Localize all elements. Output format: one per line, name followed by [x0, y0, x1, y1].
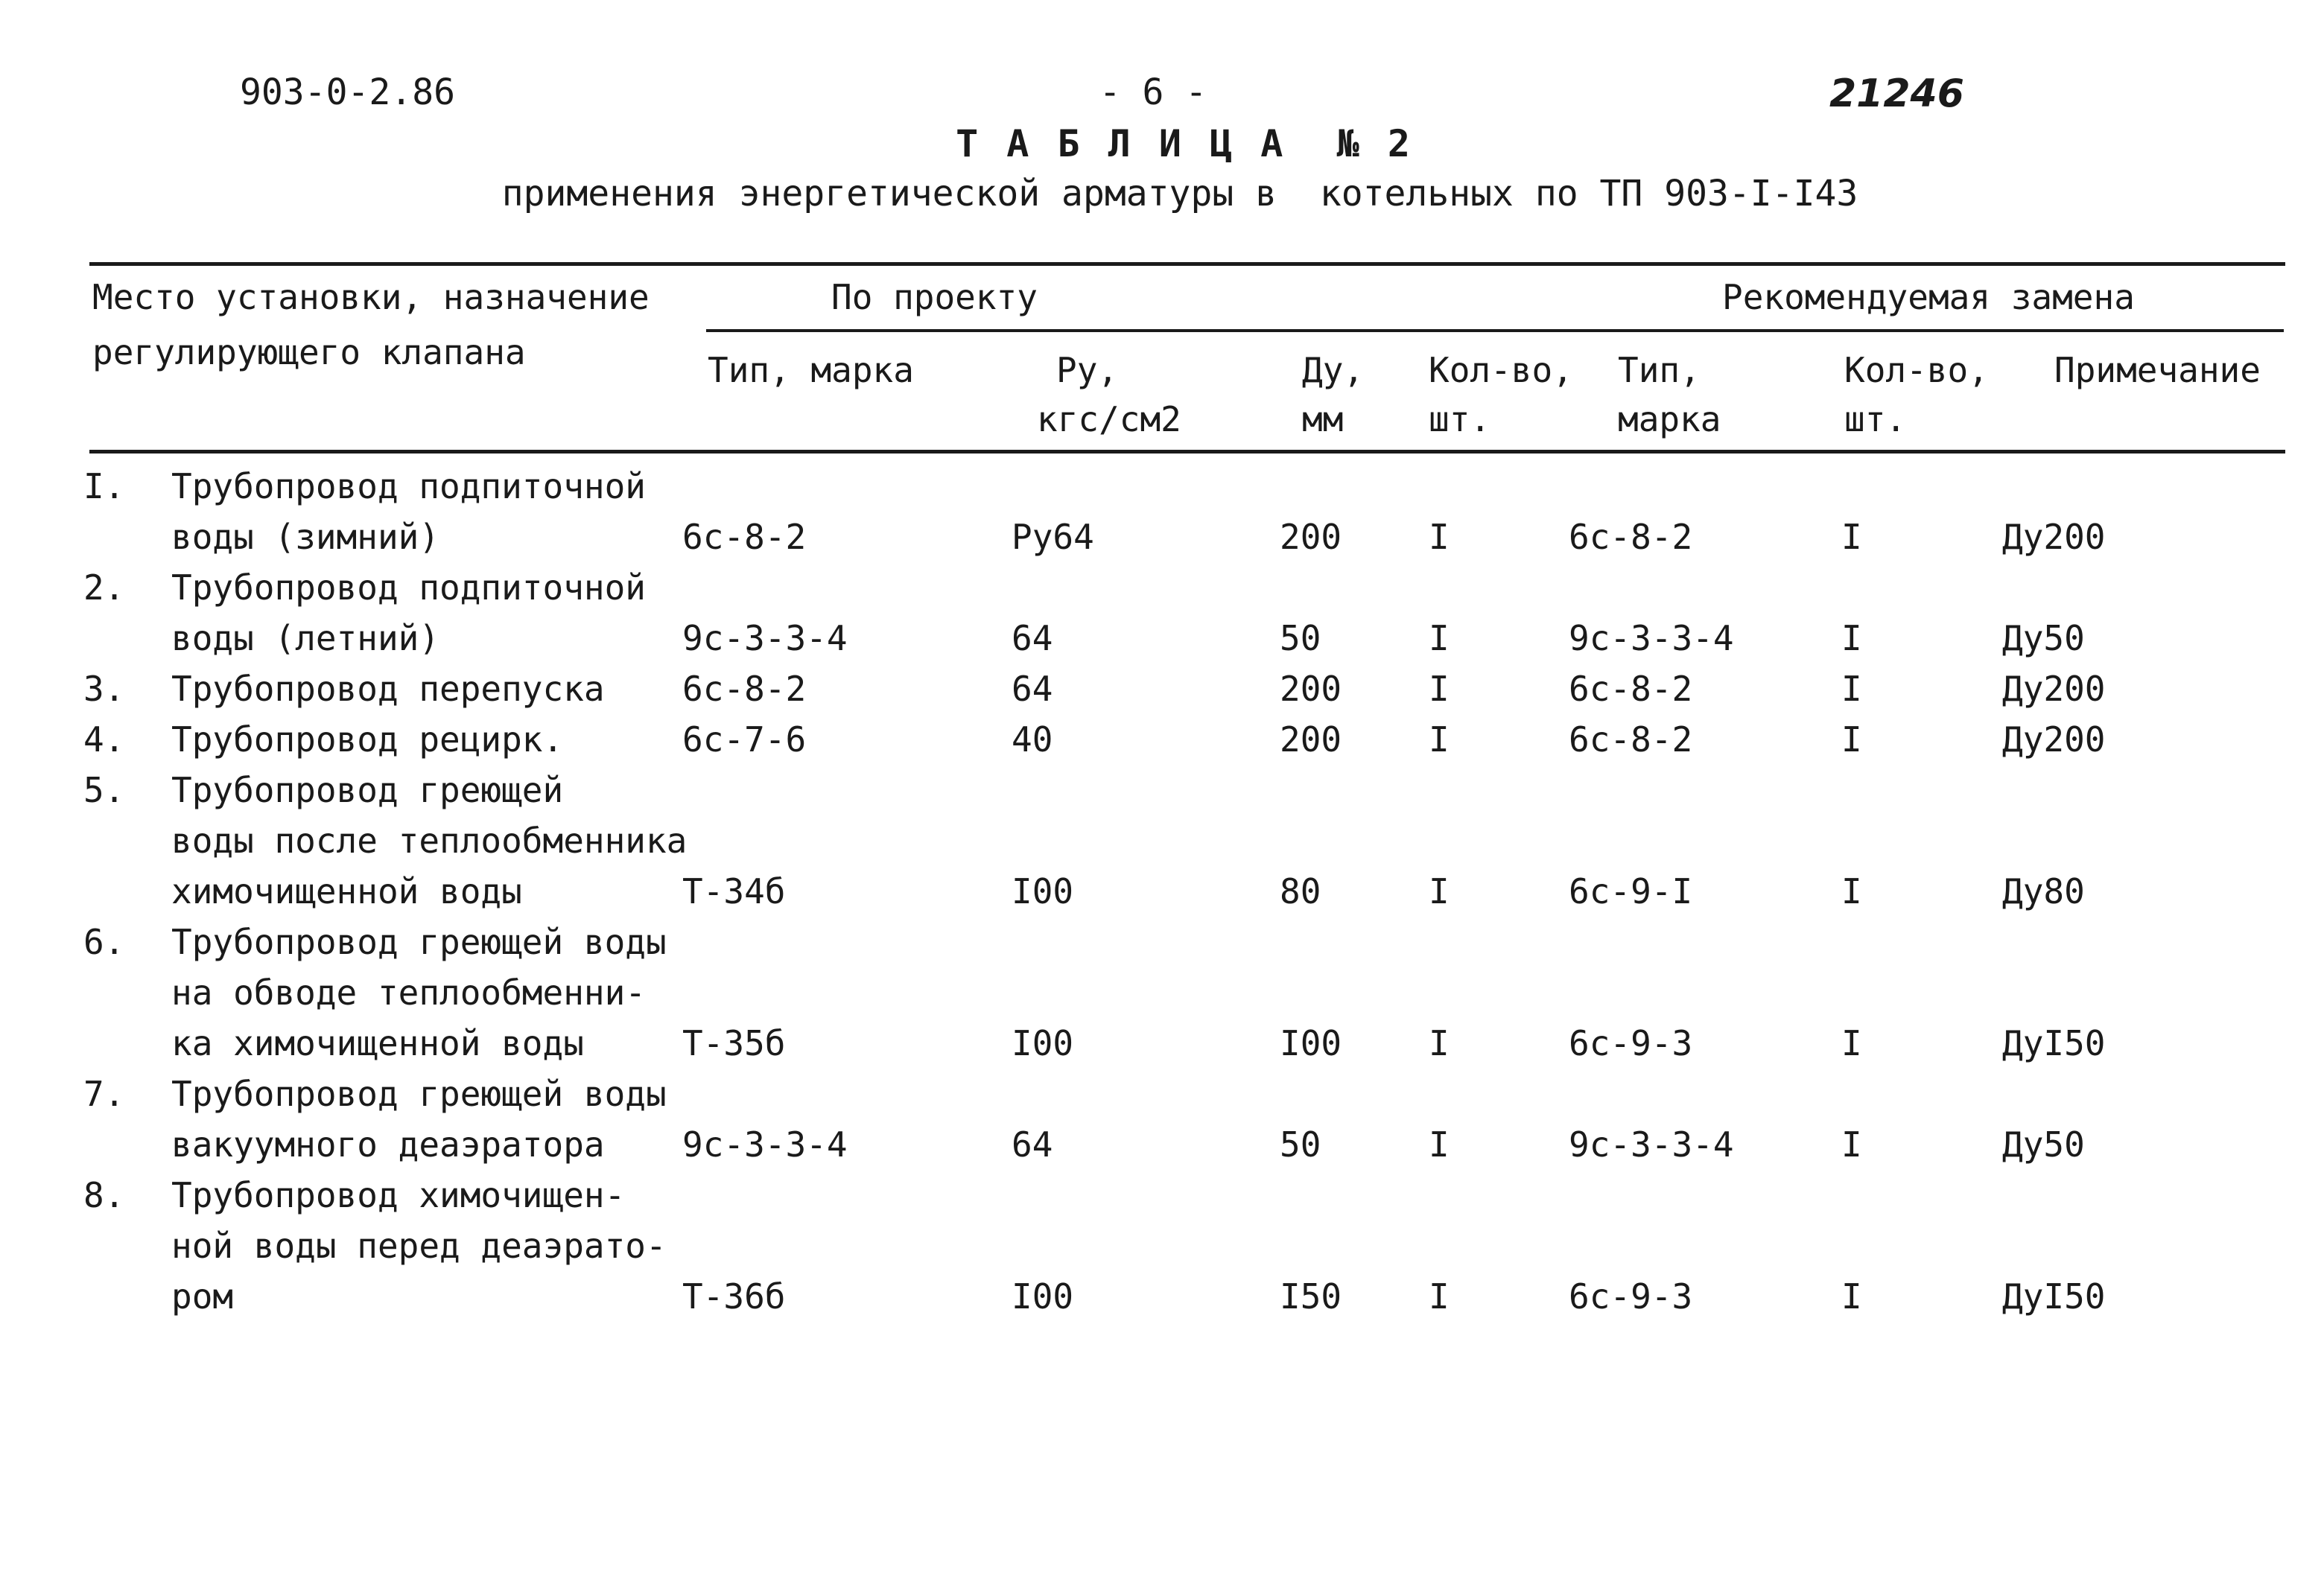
- cell-rep-type-mark: 9с-3-3-4: [1569, 618, 1734, 658]
- cell-note: ДуI50: [2002, 1023, 2106, 1063]
- row-number: 5.: [83, 770, 125, 810]
- header-diameter-line2: мм: [1302, 399, 1344, 439]
- cell-type-mark: 6с-8-2: [682, 669, 807, 709]
- cell-type-mark: 9с-3-3-4: [682, 618, 848, 658]
- row-number: 4.: [83, 719, 125, 760]
- cell-note: Ду200: [2002, 719, 2106, 760]
- row-number: I.: [83, 466, 125, 506]
- row-place-text: Трубопровод греющей воды: [171, 1074, 667, 1114]
- cell-diameter: 50: [1280, 1124, 1321, 1165]
- handwritten-number: 21246: [1829, 71, 1964, 116]
- cell-diameter: I00: [1280, 1023, 1342, 1063]
- cell-rep-qty: I: [1841, 1023, 1862, 1063]
- cell-note: Ду200: [2002, 669, 2106, 709]
- cell-pressure: I00: [1012, 1276, 1074, 1317]
- row-place-text: Трубопровод греющей воды: [171, 922, 667, 962]
- cell-note: ДуI50: [2002, 1276, 2106, 1317]
- header-pressure-line2: кгс/см2: [1037, 399, 1181, 439]
- cell-rep-type-mark: 6с-9-3: [1569, 1023, 1693, 1063]
- cell-rep-qty: I: [1841, 517, 1862, 557]
- cell-rep-qty: I: [1841, 669, 1862, 709]
- row-place-text: Трубопровод химочищен-: [171, 1175, 626, 1215]
- cell-diameter: 50: [1280, 618, 1321, 658]
- cell-qty: I: [1429, 871, 1450, 911]
- table-title: Т А Б Л И Ц А № 2: [956, 122, 1413, 165]
- header-pressure-line1: Ру,: [1056, 350, 1119, 390]
- header-rep-qty-line1: Кол-во,: [1844, 350, 1989, 390]
- row-place-text: Трубопровод рецирк.: [171, 719, 564, 760]
- cell-rep-type-mark: 6с-8-2: [1569, 719, 1693, 760]
- header-place-line1: Место установки, назначение: [92, 277, 650, 317]
- group-header-rule: [706, 329, 2284, 332]
- cell-pressure: 64: [1012, 618, 1053, 658]
- header-rep-type-line2: марка: [1618, 399, 1721, 439]
- cell-type-mark: 6с-8-2: [682, 517, 807, 557]
- cell-qty: I: [1429, 719, 1450, 760]
- cell-diameter: 80: [1280, 871, 1321, 911]
- cell-rep-type-mark: 9с-3-3-4: [1569, 1124, 1734, 1165]
- cell-type-mark: Т-36б: [682, 1276, 786, 1317]
- cell-rep-qty: I: [1841, 871, 1862, 911]
- cell-type-mark: 9с-3-3-4: [682, 1124, 848, 1165]
- header-qty-line1: Кол-во,: [1429, 350, 1573, 390]
- cell-qty: I: [1429, 517, 1450, 557]
- cell-qty: I: [1429, 1023, 1450, 1063]
- row-place-text: ной воды перед деаэрато-: [171, 1226, 667, 1266]
- cell-rep-type-mark: 6с-9-3: [1569, 1276, 1693, 1317]
- cell-note: Ду50: [2002, 1124, 2085, 1165]
- cell-note: Ду80: [2002, 871, 2085, 911]
- page-number: - 6 -: [1099, 71, 1207, 113]
- row-number: 2.: [83, 567, 125, 608]
- cell-rep-qty: I: [1841, 618, 1862, 658]
- cell-qty: I: [1429, 669, 1450, 709]
- cell-diameter: 200: [1280, 719, 1342, 760]
- row-place-text: воды (летний): [171, 618, 440, 658]
- cell-type-mark: Т-35б: [682, 1023, 786, 1063]
- row-place-text: ром: [171, 1276, 234, 1317]
- row-number: 3.: [83, 669, 125, 709]
- table-top-rule: [89, 262, 2285, 266]
- row-place-text: Трубопровод греющей: [171, 770, 564, 810]
- header-note: Примечание: [2054, 350, 2261, 390]
- cell-diameter: 200: [1280, 517, 1342, 557]
- row-place-text: ка химочищенной воды: [171, 1023, 584, 1063]
- cell-qty: I: [1429, 1276, 1450, 1317]
- header-diameter-line1: Ду,: [1302, 350, 1365, 390]
- cell-pressure: I00: [1012, 1023, 1074, 1063]
- row-place-text: химочищенной воды: [171, 871, 522, 911]
- header-rep-qty-line2: шт.: [1844, 399, 1907, 439]
- cell-rep-qty: I: [1841, 1124, 1862, 1165]
- row-number: 8.: [83, 1175, 125, 1215]
- header-group-project: По проекту: [831, 277, 1038, 317]
- header-type-mark: Тип, марка: [708, 350, 914, 390]
- row-place-text: Трубопровод подпиточной: [171, 567, 646, 608]
- cell-rep-type-mark: 6с-9-I: [1569, 871, 1693, 911]
- cell-rep-qty: I: [1841, 1276, 1862, 1317]
- header-rep-type-line1: Тип,: [1618, 350, 1701, 390]
- cell-note: Ду200: [2002, 517, 2106, 557]
- cell-diameter: I50: [1280, 1276, 1342, 1317]
- row-place-text: Трубопровод подпиточной: [171, 466, 646, 506]
- table-subtitle: применения энергетической арматуры в котельных по ТП 903-I-I43: [501, 173, 1858, 214]
- row-place-text: на обводе теплообменни-: [171, 973, 646, 1013]
- cell-diameter: 200: [1280, 669, 1342, 709]
- row-place-text: вакуумного деаэратора: [171, 1124, 605, 1165]
- cell-rep-type-mark: 6с-8-2: [1569, 669, 1693, 709]
- row-number: 7.: [83, 1074, 125, 1114]
- cell-type-mark: 6с-7-6: [682, 719, 807, 760]
- cell-rep-qty: I: [1841, 719, 1862, 760]
- row-place-text: Трубопровод перепуска: [171, 669, 605, 709]
- header-place-line2: регулирующего клапана: [92, 332, 526, 372]
- row-number: 6.: [83, 922, 125, 962]
- row-place-text: воды (зимний): [171, 517, 440, 557]
- header-qty-line2: шт.: [1429, 399, 1491, 439]
- cell-qty: I: [1429, 618, 1450, 658]
- cell-rep-type-mark: 6с-8-2: [1569, 517, 1693, 557]
- cell-pressure: Ру64: [1012, 517, 1094, 557]
- cell-note: Ду50: [2002, 618, 2085, 658]
- row-place-text: воды после теплообменника: [171, 821, 688, 861]
- cell-pressure: 64: [1012, 1124, 1053, 1165]
- cell-type-mark: Т-34б: [682, 871, 786, 911]
- document-code: 903-0-2.86: [240, 71, 455, 113]
- cell-qty: I: [1429, 1124, 1450, 1165]
- header-group-replacement: Рекомендуемая замена: [1722, 277, 2135, 317]
- cell-pressure: I00: [1012, 871, 1074, 911]
- cell-pressure: 64: [1012, 669, 1053, 709]
- cell-pressure: 40: [1012, 719, 1053, 760]
- header-bottom-rule: [89, 450, 2285, 453]
